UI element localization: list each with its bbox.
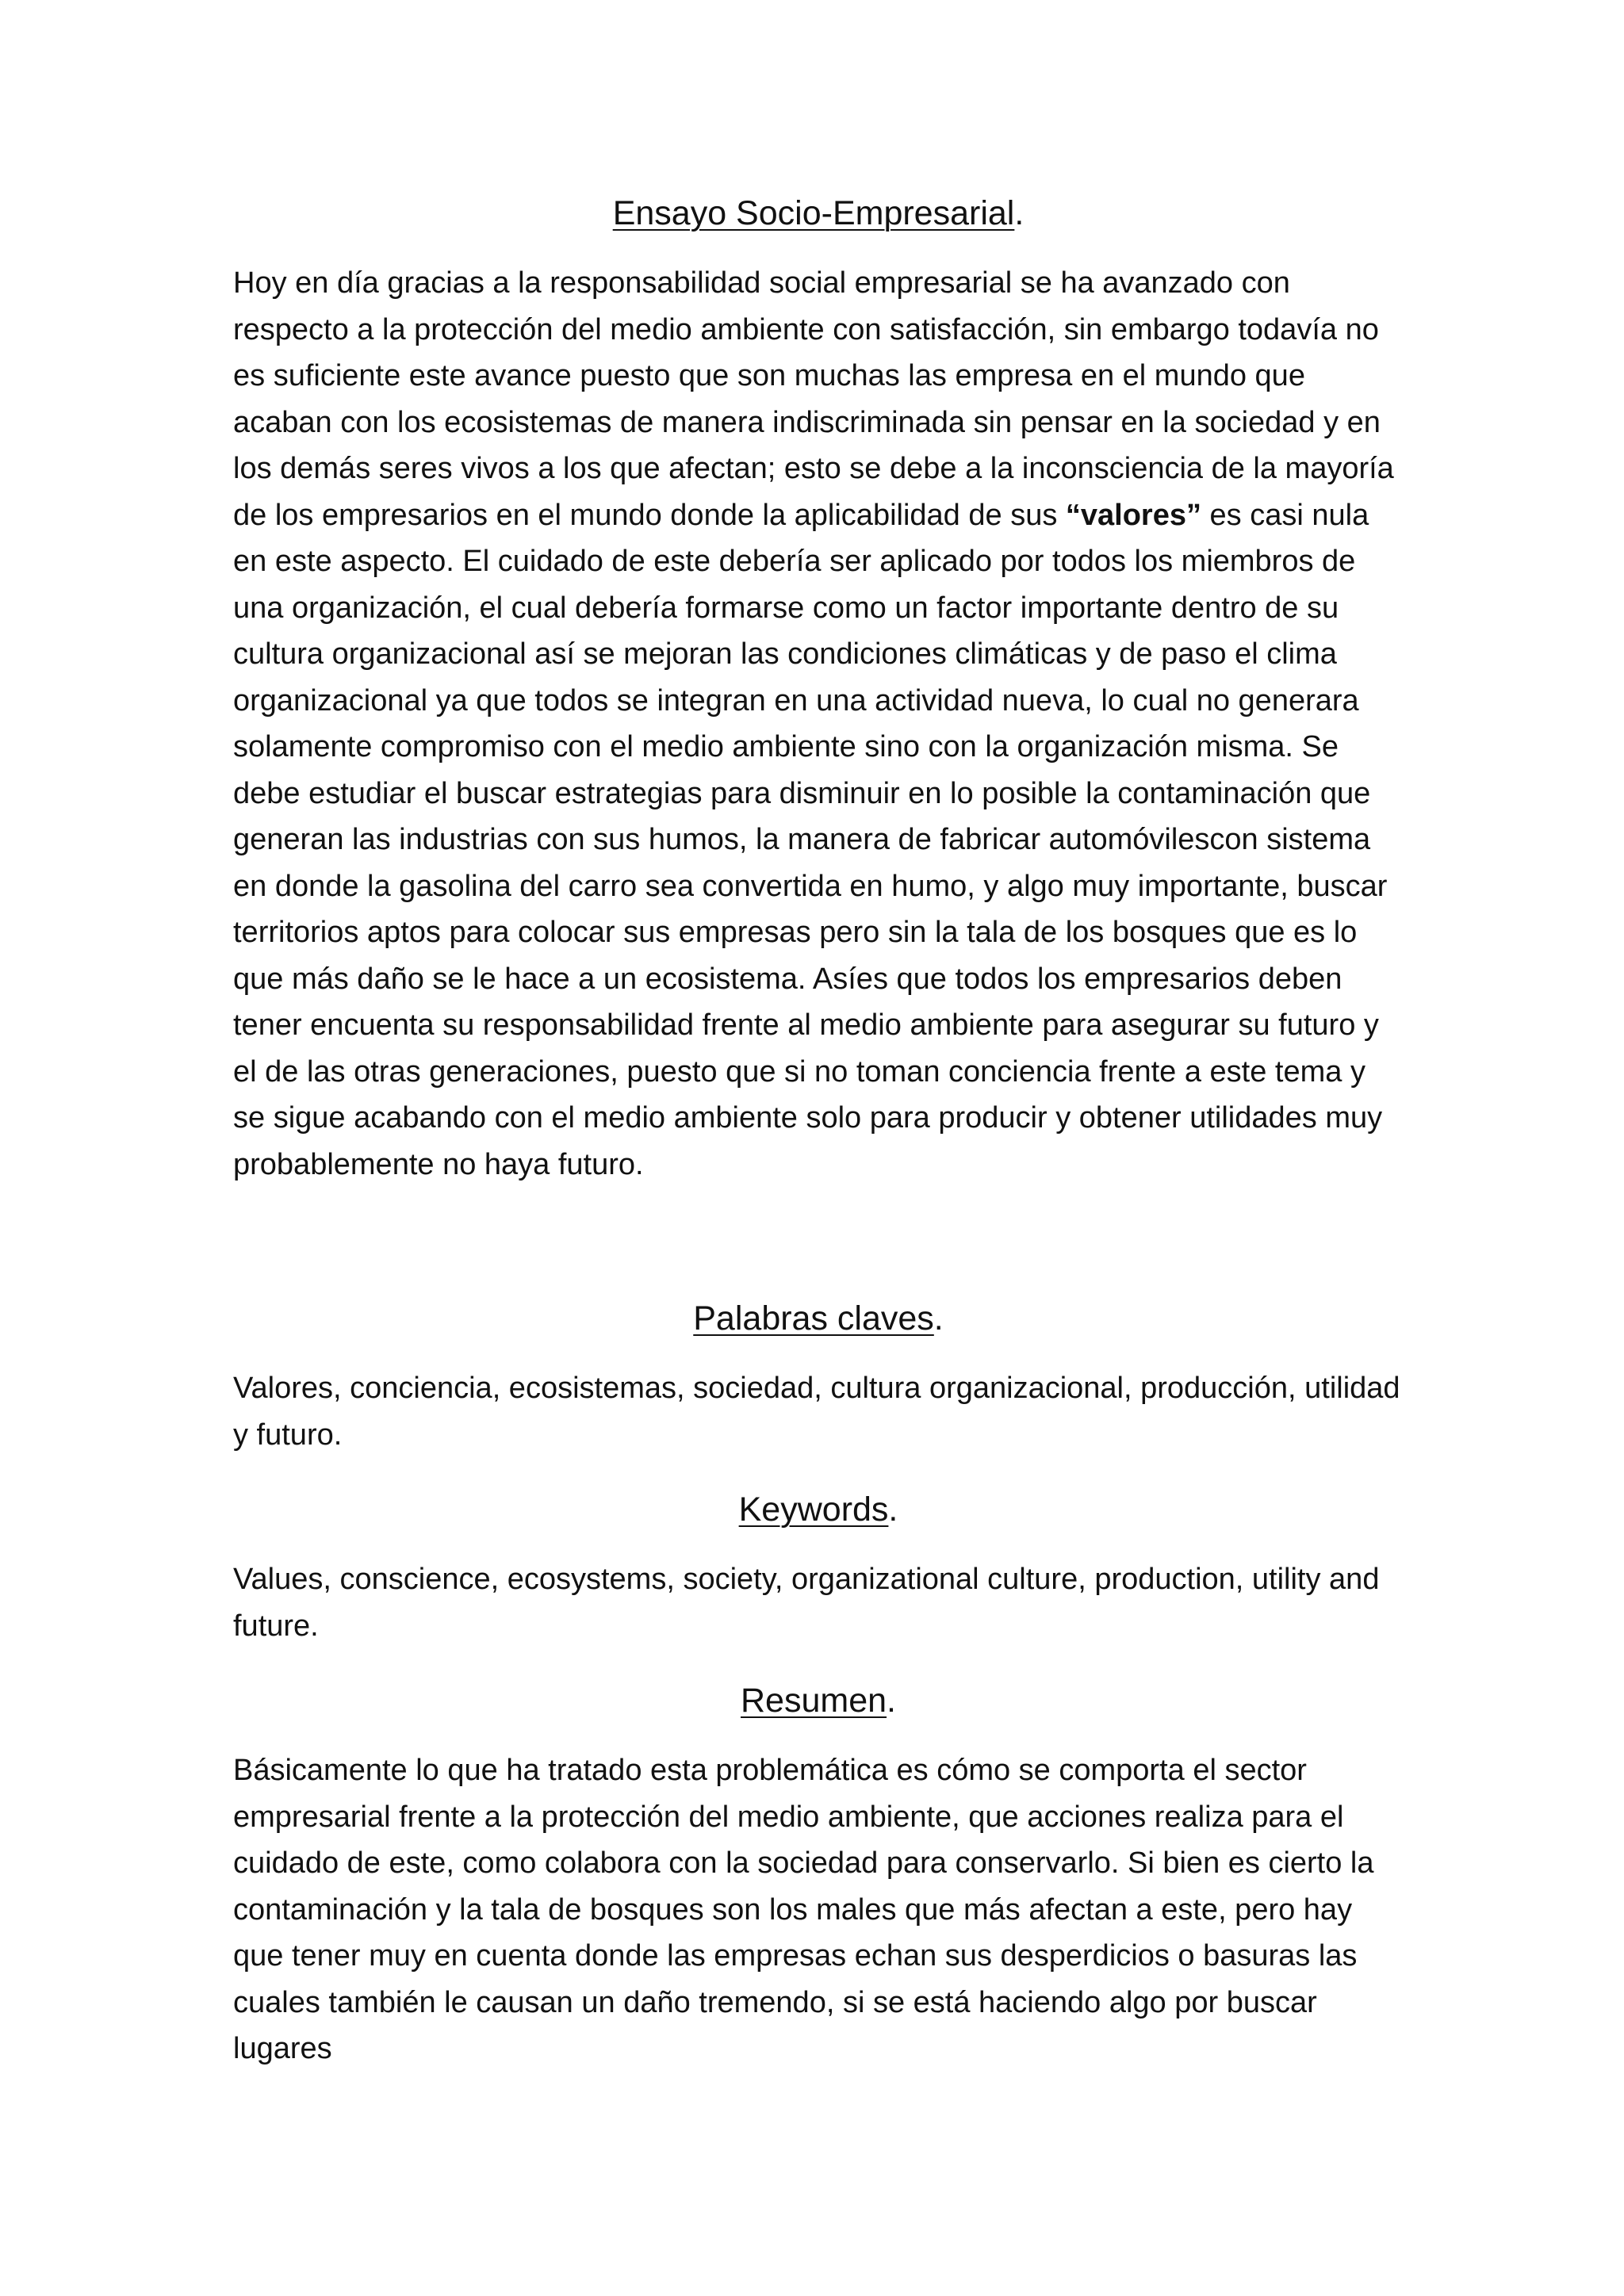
palabras-claves-heading-text: Palabras claves <box>693 1299 934 1337</box>
document-content <box>233 190 1404 2072</box>
resumen-paragraph: Básicamente lo que ha tratado esta problemática es cómo se comporta el sector empresarial frente a la protección del medio ambiente, que acciones realiza para el cuidado de este, como colabora con la sociedad para conservarlo. Si bien es cierto la contaminación y la tala de bosques son los males que más afectan a este, pero hay que tener muy en cuenta donde las empresas echan sus desperdicios o basuras las cuales también le causan un daño tremendo, si se está haciendo algo por buscar lugares <box>233 1754 1374 2065</box>
essay-text-part2: es casi nula en este aspecto. El cuidado de este debería ser aplicado por todos los miembros de una organización, el cual debería formarse como un factor importante dentro de su cultura organizacional así se mejoran las condiciones climáticas y de paso el clima organizacional ya que todos se integran en una actividad nueva, lo cual no generara solamente compromiso con el medio ambiente sino con la organización misma. Se debe estudiar el buscar estrategias para disminuir en lo posible la contaminación que generan las industrias con sus humos, la manera de fabricar automóvilescon sistema en donde la gasolina del carro sea convertida en humo, y algo muy importante, buscar territorios aptos para colocar sus empresas pero sin la tala de los bosques que es lo que más daño se le hace a un ecosistema. Asíes que todos los empresarios deben tener encuenta su responsabilidad frente al medio ambiente para asegurar su futuro y el de las otras generaciones, puesto que si no toman conciencia frente a este tema y se sigue acabando con el medio ambiente solo para producir y obtener utilidades muy probablemente no haya futuro. <box>233 498 1388 1181</box>
keywords-paragraph: Values, conscience, ecosystems, society, organizational culture, production, utility and future. <box>233 1563 1380 1643</box>
document-title-text: Ensayo Socio-Empresarial <box>612 194 1015 232</box>
essay-text-part1: Hoy en día gracias a la responsabilidad social empresarial se ha avanzado con respecto a la protección del medio ambiente con satisfacción, sin embargo todavía no es suficiente este avance puesto que son muchas las empresa en el mundo que acaban con los ecosistemas de manera indiscriminada sin pensar en la sociedad y en los demás seres vivos a los que afectan; esto se debe a la inconsciencia de la mayoría de los empresarios en el mundo donde la aplicabilidad de sus <box>233 266 1394 532</box>
keywords-heading-period: . <box>888 1490 898 1529</box>
essay-paragraph <box>233 260 1404 1188</box>
palabras-claves-heading <box>233 1295 1404 1341</box>
document-title-period: . <box>1014 194 1025 232</box>
document-title <box>233 190 1404 236</box>
essay-bold-valores: “valores” <box>1065 498 1201 532</box>
palabras-claves-heading-period: . <box>933 1299 944 1337</box>
keywords-heading-text: Keywords <box>738 1490 889 1529</box>
resumen-heading-text: Resumen <box>741 1682 887 1720</box>
resumen-heading <box>233 1678 1404 1724</box>
palabras-claves-paragraph: Valores, conciencia, ecosistemas, sociedad, cultura organizacional, producción, utilidad y futuro. <box>233 1372 1400 1452</box>
resumen-heading-period: . <box>887 1682 896 1720</box>
keywords-heading <box>233 1487 1404 1533</box>
